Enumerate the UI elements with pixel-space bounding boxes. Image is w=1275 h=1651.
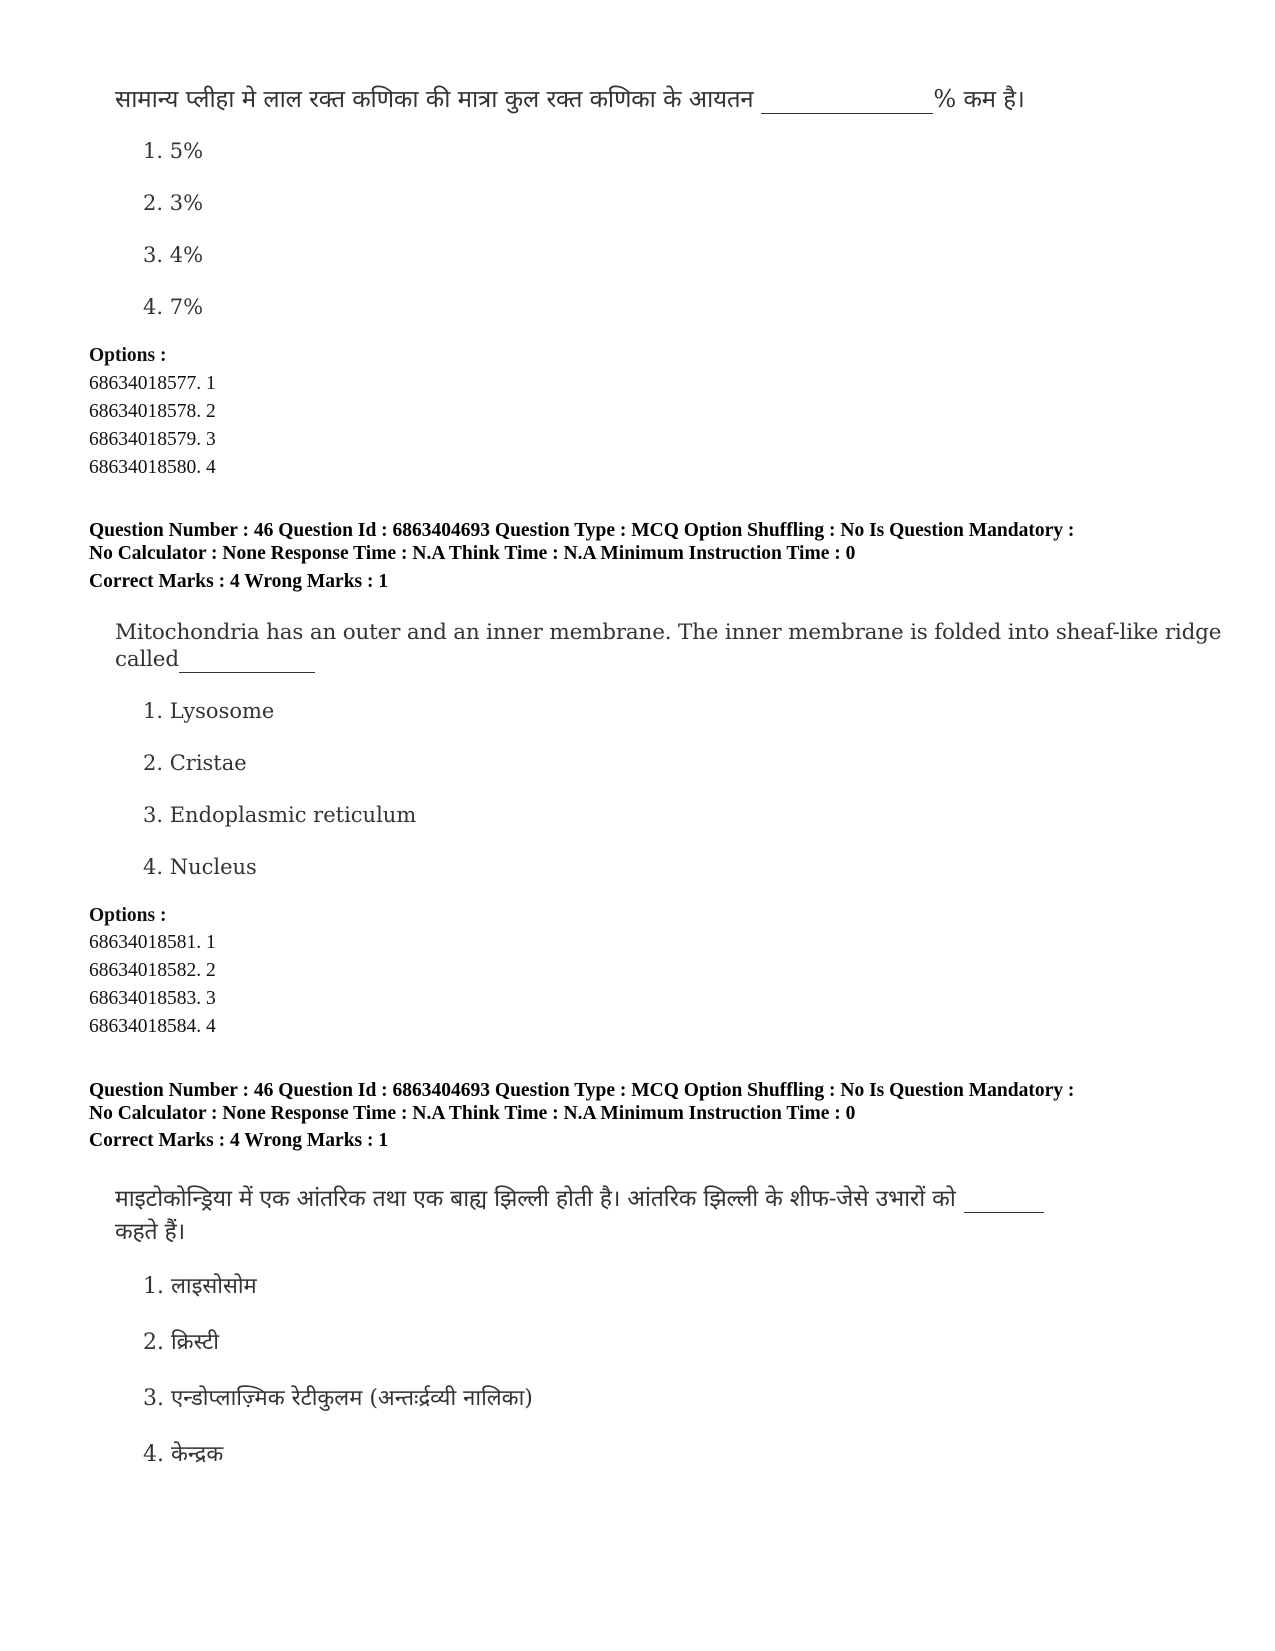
q2-meta-line-2: No Calculator : None Response Time : N.A Think Time : N.A Minimum Instruction Time : 0: [89, 543, 856, 564]
q2-marks-line: Correct Marks : 4 Wrong Marks : 1: [89, 571, 389, 592]
q1-question-text: सामान्य प्लीहा मे लाल रक्त कणिका की मात्रा कुल रक्त कणिका के आयतन % कम है।: [115, 85, 1025, 113]
q1-option-id-3: 68634018579. 3: [89, 429, 216, 450]
q1-option-id-1: 68634018577. 1: [89, 373, 216, 394]
q2-options-heading: Options :: [89, 905, 167, 926]
q2-blank: [179, 647, 315, 673]
q3-choice-2: 2. क्रिस्टी: [143, 1330, 219, 1355]
q2-meta-line-1: Question Number : 46 Question Id : 6863404693 Question Type : MCQ Option Shuffling : No Is Question Mandatory :: [89, 520, 1075, 541]
q3-blank: [964, 1186, 1044, 1213]
q3-meta-line-1: Question Number : 46 Question Id : 6863404693 Question Type : MCQ Option Shuffling : No Is Question Mandatory :: [89, 1080, 1075, 1101]
q2-choice-1: 1. Lysosome: [143, 699, 275, 723]
q3-choice-3: 3. एन्डोप्लाज़्मिक रेटीकुलम (अन्तःर्द्रव्यी नालिका): [143, 1386, 533, 1411]
q3-meta-line-2: No Calculator : None Response Time : N.A Think Time : N.A Minimum Instruction Time : 0: [89, 1103, 856, 1124]
q2-choice-4: 4. Nucleus: [143, 855, 257, 879]
q2-question-text-line-2: called: [115, 647, 315, 673]
q2-question-text-line-1: Mitochondria has an outer and an inner membrane. The inner membrane is folded into sheaf-like ridge: [115, 620, 1222, 645]
q2-option-id-2: 68634018582. 2: [89, 960, 216, 981]
q2-option-id-4: 68634018584. 4: [89, 1016, 216, 1037]
q1-choice-2: 2. 3%: [143, 191, 204, 215]
q2-option-id-3: 68634018583. 3: [89, 988, 216, 1009]
q1-option-id-2: 68634018578. 2: [89, 401, 216, 422]
q3-marks-line: Correct Marks : 4 Wrong Marks : 1: [89, 1130, 389, 1151]
q1-options-heading: Options :: [89, 345, 167, 366]
q1-blank: [761, 85, 933, 114]
q1-choice-1: 1. 5%: [143, 139, 204, 163]
q1-choice-3: 3. 4%: [143, 243, 204, 267]
q3-question-text-line-2: कहते हैं।: [115, 1219, 186, 1245]
q1-option-id-4: 68634018580. 4: [89, 457, 216, 478]
q2-choice-2: 2. Cristae: [143, 751, 247, 775]
q3-choice-1: 1. लाइसोसोम: [143, 1274, 257, 1299]
q3-choice-4: 4. केन्द्रक: [143, 1442, 224, 1467]
q3-question-text-line-1: माइटोकोन्ड्रिया में एक आंतरिक तथा एक बाह्य झिल्ली होती है। आंतरिक झिल्ली के शीफ-जेसे उभारों को: [115, 1181, 1044, 1213]
q2-choice-3: 3. Endoplasmic reticulum: [143, 803, 417, 827]
q1-choice-4: 4. 7%: [143, 295, 204, 319]
q2-option-id-1: 68634018581. 1: [89, 932, 216, 953]
